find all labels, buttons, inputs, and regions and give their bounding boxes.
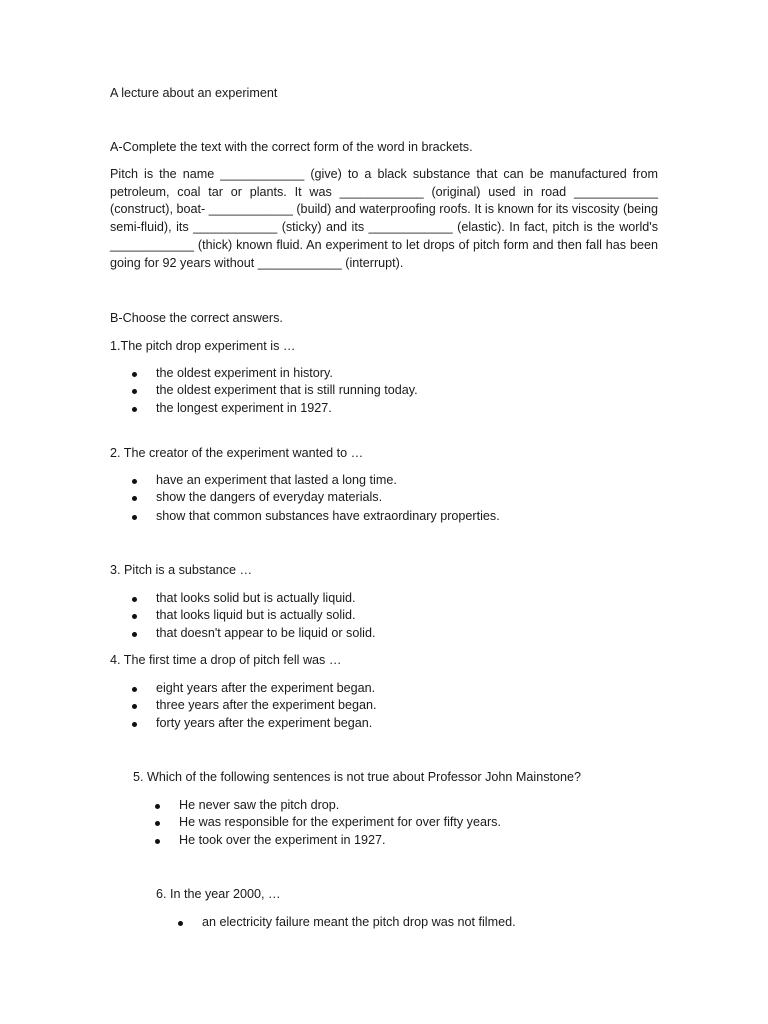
bullet-icon [132,722,137,727]
bullet-icon [132,372,137,377]
bullet-icon [132,407,137,412]
bullet-icon [155,804,160,809]
bullet-icon [132,597,137,602]
bullet-icon [132,614,137,619]
question-6: 6. In the year 2000, … [156,887,281,901]
bullet-icon [132,687,137,692]
section-b-heading: B-Choose the correct answers. [110,311,283,325]
question-1: 1.The pitch drop experiment is … [110,339,296,353]
question-5: 5. Which of the following sentences is not true about Professor John Mainstone? [133,770,582,784]
bullet-icon [155,821,160,826]
bullet-icon [132,496,137,501]
section-a-heading: A-Complete the text with the correct form of the word in brackets. [110,140,473,154]
bullet-icon [178,921,183,926]
bullet-icon [132,389,137,394]
question-3: 3. Pitch is a substance … [110,563,253,577]
bullet-icon [132,479,137,484]
bullet-icon [132,515,137,520]
bullet-icon [155,839,160,844]
document-page: A lecture about an experiment A-Complete the text with the correct form of the word in brackets. Pitch is the name ____________ (give) to a black substance that can be manufactured from petroleum, coal tar or plants. It was ____________ (original) used in road ____________ (construct), boat- ____________ (build) and waterproofing roofs. It is known for its viscosity (being semi-fluid), its ____________ (sticky) and its ____________ (elastic). In fact, pitch is the world's ____________ (thick) known fluid. An experiment to let drops of pitch form and then fall has been going for 92 years without ____________ (interrupt). B-Choose the correct answers. 1.The pitch drop experiment is … the oldest experiment in history. the oldest experiment that is still running today. the longest experiment in 1927. 2. The creator of the experiment wanted to … have an experiment that lasted a long time. show the dangers of everyday materials. show that common substances have extraordinary properties. 3. Pitch is a substance … that looks solid but is actually liquid. that looks liquid but is actually solid. that doesn't appear to be liquid or solid. 4. The first time a drop of pitch fell was … eight years after the experiment began. three years after the experiment began. forty years after the experiment began. 5. Which of the following sentences is not true about Professor John Mainstone? He never saw the pitch drop. He was responsible for the experiment for over fifty years. He took over the experiment in 1927. 6. In the year 2000, … an electricity failure meant the pitch drop was not filmed. [110,86,658,929]
document-title: A lecture about an experiment [110,86,278,100]
bullet-icon [132,704,137,709]
section-a-paragraph: Pitch is the name ____________ (give) to a black substance that can be manufactured from petroleum, coal tar or plants. It was ____________ (original) used in road ____________ (construct), boat- ____________ (build) and waterproofing roofs. It is known for its viscosity (being semi-fluid), its ____________ (sticky) and its ____________ (elastic). In fact, pitch is the world's ____________ (thick) known fluid. An experiment to let drops of pitch form and then fall has been going for 92 years without ____________ (interrupt). [110,167,658,270]
question-4: 4. The first time a drop of pitch fell was … [110,653,342,667]
question-2: 2. The creator of the experiment wanted to … [110,446,364,460]
bullet-icon [132,632,137,637]
